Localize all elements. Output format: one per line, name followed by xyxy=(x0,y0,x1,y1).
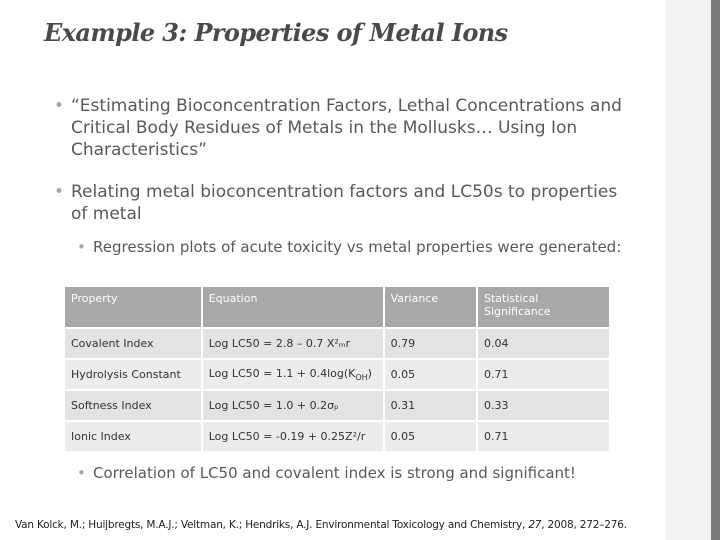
cell-property: Hydrolysis Constant xyxy=(65,359,202,390)
bullet-2-text: Relating metal bioconcentration factors and LC50s to properties of metal xyxy=(71,182,618,224)
header-significance: Statistical Significance xyxy=(477,287,610,328)
sub-bullet-1-text: Regression plots of acute toxicity vs metal properties were generated: xyxy=(93,238,622,256)
citation xyxy=(15,519,627,531)
cell-variance: 0.79 xyxy=(384,328,477,359)
cell-variance: 0.05 xyxy=(384,421,477,451)
cell-property: Ionic Index xyxy=(65,421,202,451)
cell-variance: 0.31 xyxy=(384,390,477,421)
bullet-1 xyxy=(54,95,631,161)
bullet-2 xyxy=(54,181,631,225)
cell-property: Softness Index xyxy=(65,390,202,421)
cell-significance: 0.04 xyxy=(477,328,610,359)
header-equation: Equation xyxy=(202,287,384,328)
cell-property: Covalent Index xyxy=(65,328,202,359)
cell-significance: 0.33 xyxy=(477,390,610,421)
sub-bullet-marker: • xyxy=(77,464,86,482)
sub-bullet-marker: • xyxy=(77,238,86,256)
cell-equation: Log LC50 = 1.0 + 0.2σₚ xyxy=(202,390,384,421)
table-row xyxy=(65,359,610,390)
cell-significance: 0.71 xyxy=(477,359,610,390)
sub-bullet-2 xyxy=(77,463,653,484)
table-row xyxy=(65,328,610,359)
sub-bullet-2-text: Correlation of LC50 and covalent index is strong and significant! xyxy=(93,464,576,482)
cell-equation: Log LC50 = 2.8 – 0.7 X²ₘr xyxy=(202,328,384,359)
cell-variance: 0.05 xyxy=(384,359,477,390)
properties-table xyxy=(65,287,611,451)
header-property: Property xyxy=(65,287,202,328)
cell-significance: 0.71 xyxy=(477,421,610,451)
table-header-row xyxy=(65,287,610,328)
bullet-marker: • xyxy=(54,96,65,116)
citation-volume: 27 xyxy=(528,519,542,531)
decorative-side-band-edge xyxy=(711,0,720,540)
sub-bullet-1 xyxy=(77,237,633,258)
cell-equation: Log LC50 = -0.19 + 0.25Z²/r xyxy=(202,421,384,451)
citation-journal: Environmental Toxicology and Chemistry, xyxy=(315,519,526,531)
citation-year-pages: , 2008, 272–276. xyxy=(541,519,627,531)
header-variance: Variance xyxy=(384,287,477,328)
bullet-1-text: “Estimating Bioconcentration Factors, Lethal Concentrations and Critical Body Residues of Metals in the Mollusks… Using Ion Characteristics” xyxy=(71,96,622,160)
bullet-marker: • xyxy=(54,182,65,202)
citation-authors: Van Kolck, M.; Huijbregts, M.A.J.; Veltman, K.; Hendriks, A.J. xyxy=(15,519,313,531)
cell-equation: Log $LC50 = 1.1 + 0.4\log(K_{OH})$ xyxy=(202,359,384,390)
table-row xyxy=(65,421,610,451)
table-row xyxy=(65,390,610,421)
slide-title: Example 3: Properties of Metal Ions xyxy=(44,18,508,47)
